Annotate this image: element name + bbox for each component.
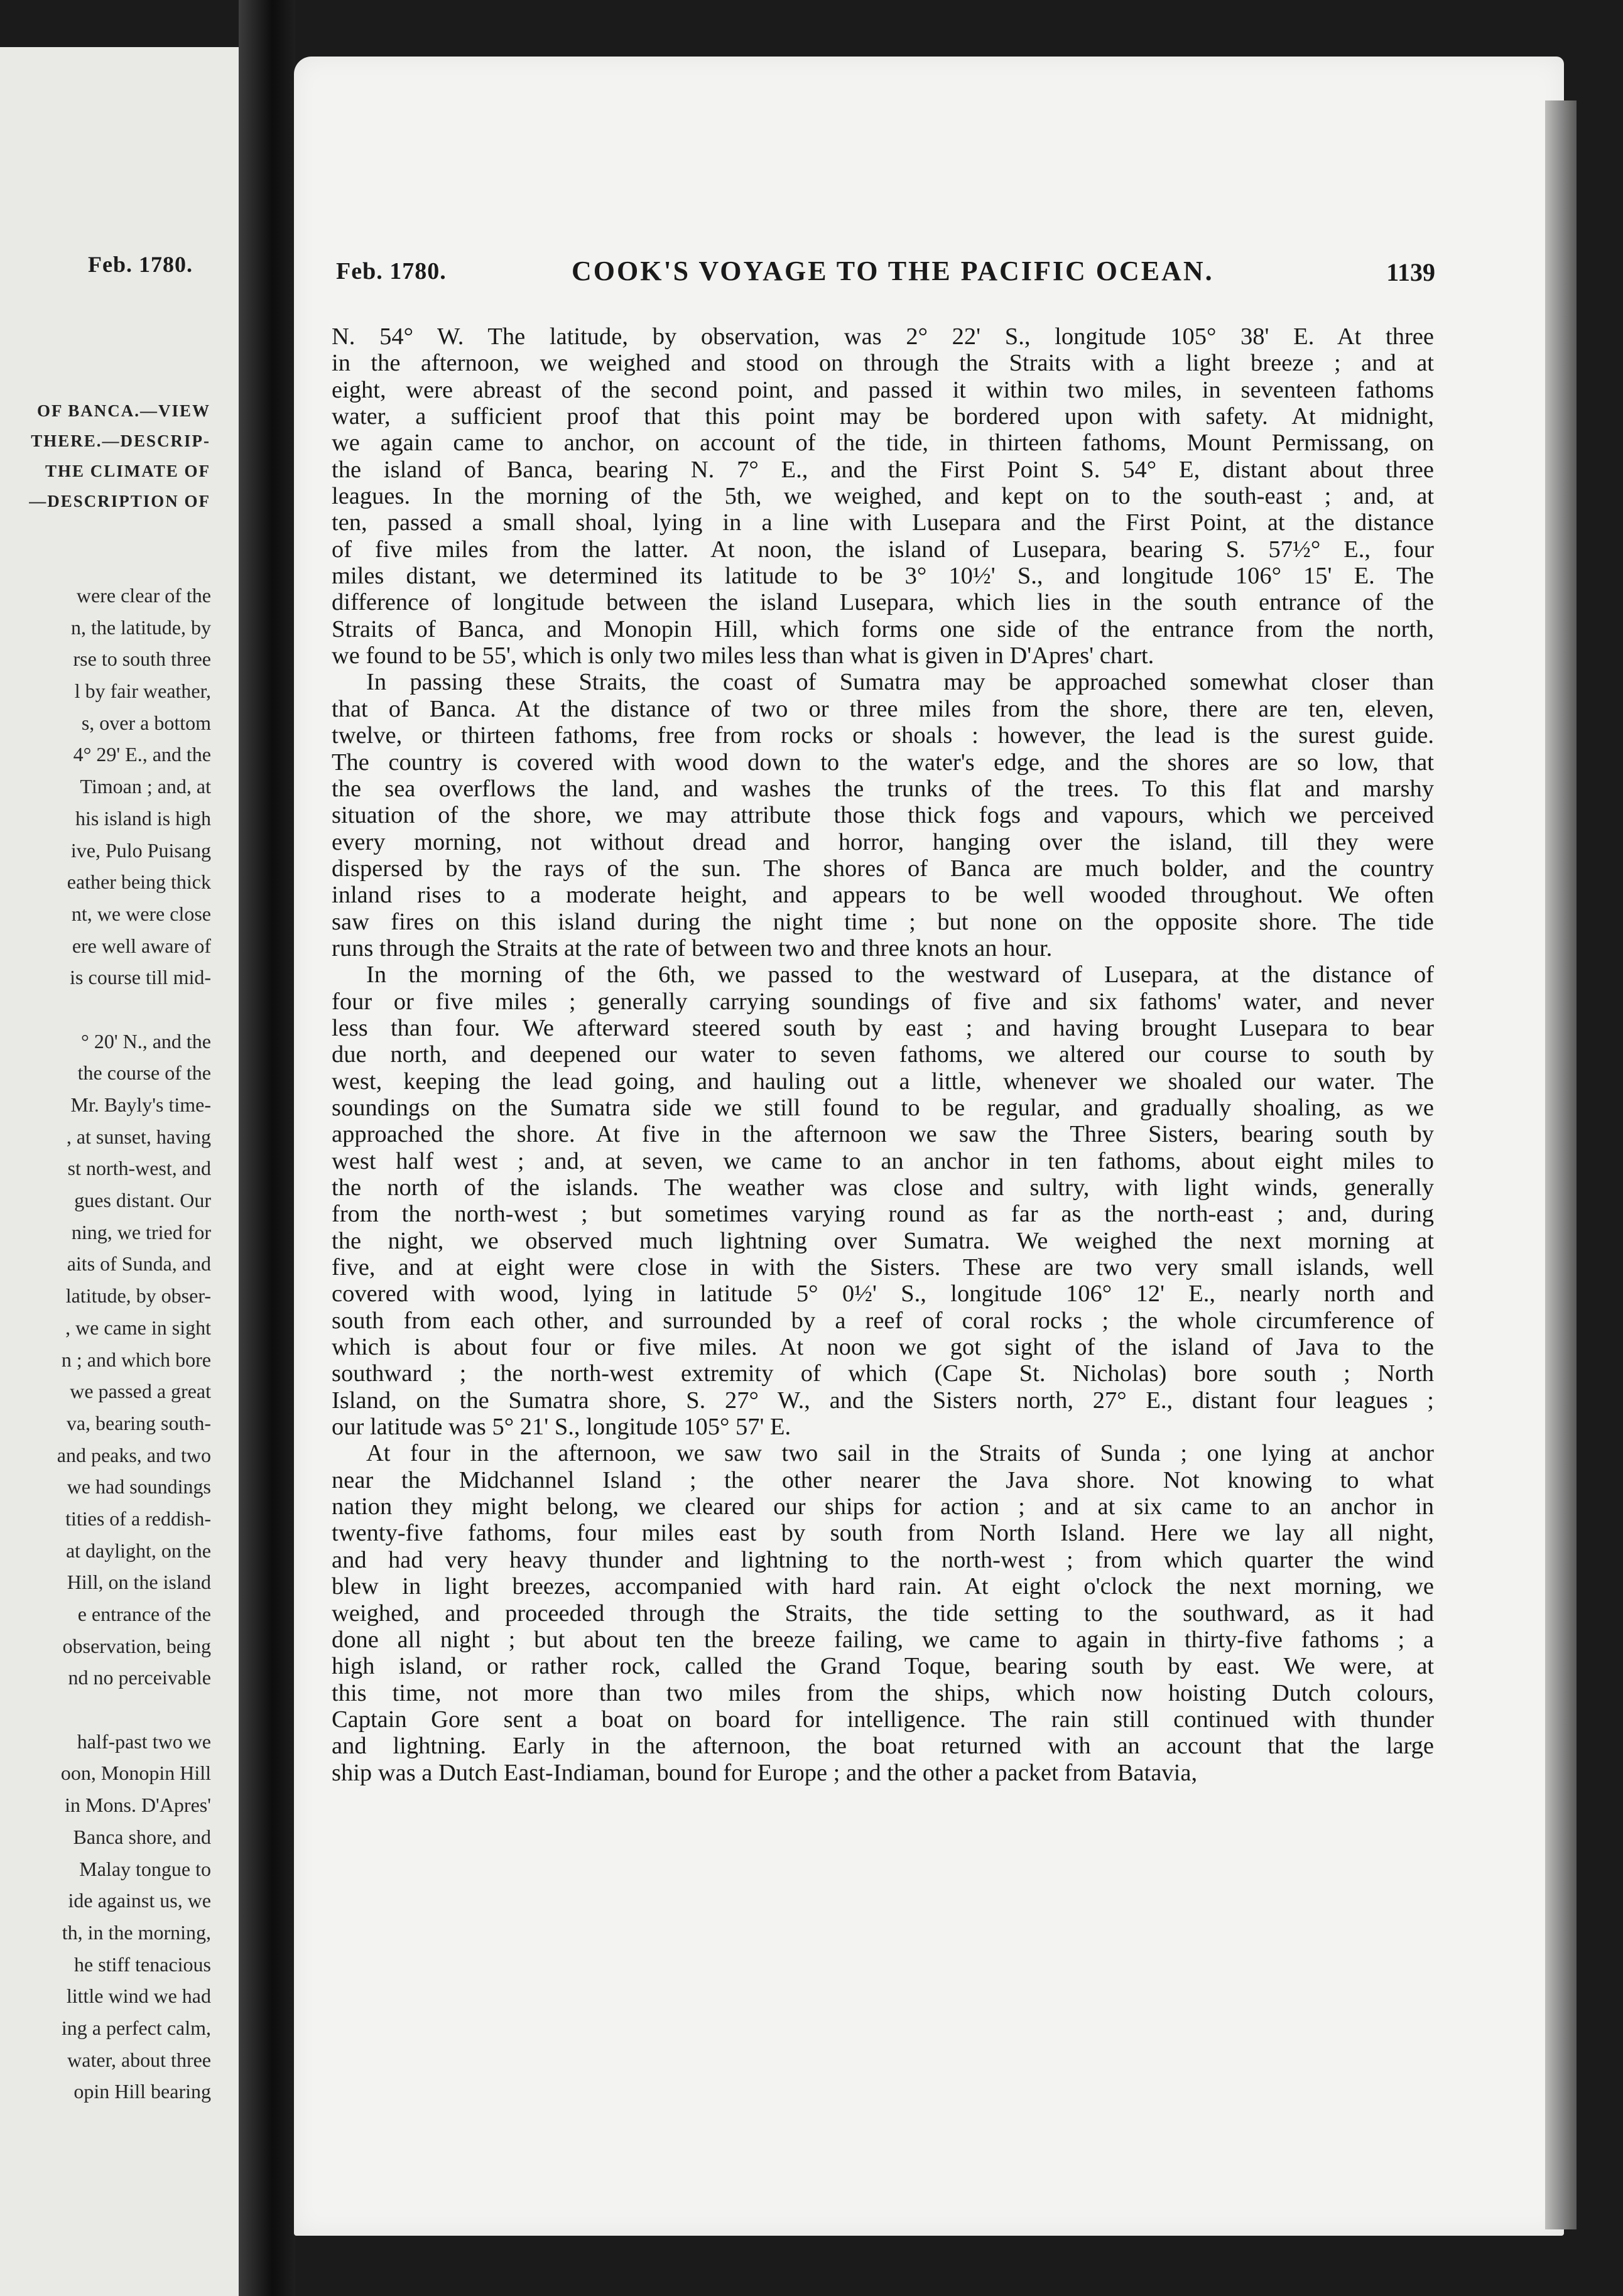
text-line: from the north-west ; but sometimes varying round as far as the north-east ; and, during	[332, 1201, 1434, 1228]
text-line: which is about four or five miles. At noon we got sight of the island of Java to the	[332, 1334, 1434, 1361]
facing-page-line: va, bearing south-	[66, 1411, 211, 1434]
text-line: The country is covered with wood down to the water's edge, and the shores are so low, that	[332, 749, 1434, 776]
text-line: near the Midchannel Island ; the other nearer the Java shore. Not knowing to what	[332, 1466, 1434, 1493]
facing-page-line	[0, 994, 211, 1026]
text-line: this time, not more than two miles from the ships, which now hoisting Dutch colours,	[332, 1679, 1434, 1706]
text-line: the island of Banca, bearing N. 7° E., and the First Point S. 54° E, distant about three	[332, 456, 1434, 483]
text-line: eight, were abreast of the second point, and passed it within two miles, in seventeen fathoms	[332, 376, 1434, 403]
text-line: N. 54° W. The latitude, by observation, was 2° 22' S., longitude 105° 38' E. At three	[332, 323, 1434, 350]
facing-page-line: ere well aware of	[72, 934, 211, 957]
text-line: and had very heavy thunder and lightning to the north-west ; from which quarter the wind	[332, 1546, 1434, 1573]
text-line: dispersed by the rays of the sun. The shores of Banca are much bolder, and the country	[332, 855, 1434, 882]
facing-page-line: , at sunset, having	[66, 1125, 211, 1148]
facing-page-line: latitude, by obser-	[65, 1284, 211, 1308]
facing-page-line: n ; and which bore	[61, 1348, 211, 1371]
text-line: runs through the Straits at the rate of between two and three knots an hour.	[332, 934, 1053, 961]
facing-page-line: we passed a great	[70, 1380, 211, 1403]
facing-page-summary-line: THE CLIMATE OF	[45, 462, 210, 480]
facing-page-line: ive, Pulo Puisang	[70, 838, 211, 862]
facing-page-line: st north-west, and	[67, 1157, 211, 1180]
facing-page-line: gues distant. Our	[74, 1189, 211, 1212]
paragraph	[332, 323, 1434, 669]
facing-page-line: he stiff tenacious	[73, 1952, 211, 1976]
text-line: difference of longitude between the island Lusepara, which lies in the south entrance of the	[332, 589, 1434, 616]
text-line: four or five miles ; generally carrying soundings of five and six fathoms' water, and never	[332, 988, 1434, 1015]
facing-page-line: rse to south three	[73, 647, 211, 671]
facing-page-line: e entrance of the	[77, 1603, 211, 1625]
text-line: we found to be 55', which is only two miles less than what is given in D'Apres' chart.	[332, 642, 1154, 669]
text-line: five, and at eight were close in with the Sisters. These are two very small islands, well	[332, 1254, 1434, 1281]
facing-page-line: his island is high	[75, 806, 211, 830]
facing-page-line: were clear of the	[76, 584, 211, 607]
facing-page-line: Banca shore, and	[73, 1825, 211, 1848]
facing-page	[0, 47, 239, 2296]
facing-page-line: 4° 29' E., and the	[73, 743, 211, 766]
text-line: the north of the islands. The weather was close and sultry, with light winds, generally	[332, 1174, 1434, 1201]
text-line: we again came to anchor, on account of the tide, in thirteen fathoms, Mount Permissang, on	[332, 430, 1434, 457]
facing-page-line: ing a perfect calm,	[61, 2016, 211, 2039]
page-edge	[1545, 100, 1577, 2229]
facing-page-line	[0, 1694, 211, 1726]
text-line: ten, passed a small shoal, lying in a line with Lusepara and the First Point, at the distance	[332, 509, 1434, 536]
facing-page-line: tities of a reddish-	[65, 1507, 211, 1530]
text-line: miles distant, we determined its latitude to be 3° 10½' S., and longitude 106° 15' E. The	[332, 563, 1434, 590]
running-head-title: COOK'S VOYAGE TO THE PACIFIC OCEAN.	[572, 256, 1214, 286]
text-line: inland rises to a moderate height, and appears to be well wooded throughout. We often	[332, 882, 1434, 909]
text-line: southward ; the north-west extremity of which (Cape St. Nicholas) bore south ; North	[332, 1360, 1434, 1387]
text-line: west, keeping the lead going, and hauling out a little, whenever we shoaled our water. The	[332, 1068, 1434, 1095]
text-line: of five miles from the latter. At noon, the island of Lusepara, bearing S. 57½° E., four	[332, 536, 1434, 563]
paragraph	[332, 1440, 1434, 1785]
facing-page-summary-line: —DESCRIPTION OF	[29, 492, 210, 511]
text-line: the night, we observed much lightning over Sumatra. We weighed the next morning at	[332, 1227, 1434, 1254]
facing-page-line: aits of Sunda, and	[67, 1252, 211, 1275]
facing-page-line: little wind we had	[66, 1985, 211, 2008]
text-line: every morning, not without dread and horror, hanging over the island, till they were	[332, 828, 1434, 855]
text-line: ship was a Dutch East-Indiaman, bound for Europe ; and the other a packet from Batavia,	[332, 1759, 1198, 1786]
text-line: nation they might belong, we cleared our ships for action ; and at six came to an anchor in	[332, 1493, 1434, 1520]
facing-page-line: ° 20' N., and the	[81, 1029, 211, 1053]
facing-page-line: , we came in sight	[65, 1316, 211, 1339]
facing-page-line: n, the latitude, by	[70, 615, 211, 639]
facing-page-line: and peaks, and two	[57, 1443, 211, 1466]
text-line: At four in the afternoon, we saw two sail in the Straits of Sunda ; one lying at anchor	[366, 1440, 1434, 1467]
book-gutter	[239, 0, 295, 2296]
facing-page-line: ide against us, we	[68, 1889, 211, 1912]
facing-page-line: l by fair weather,	[74, 680, 211, 703]
text-line: covered with wood, lying in latitude 5° 0½' S., longitude 106° 12' E., nearly north and	[332, 1281, 1434, 1308]
facing-page-line: we had soundings	[67, 1475, 211, 1498]
facing-page-header: Feb. 1780.	[88, 252, 193, 277]
text-line: due north, and deepened our water to seven fathoms, we altered our course to south by	[332, 1041, 1434, 1068]
facing-page-line: in Mons. D'Apres'	[65, 1794, 211, 1817]
facing-page-line: ning, we tried for	[71, 1220, 211, 1243]
text-line: that of Banca. At the distance of two or three miles from the shore, there are ten, eleven,	[332, 695, 1434, 722]
facing-page-line: s, over a bottom	[81, 711, 211, 734]
text-line: west half west ; and, at seven, we came to an anchor in ten fathoms, about eight miles to	[332, 1147, 1434, 1174]
facing-page-line: the course of the	[77, 1061, 211, 1085]
facing-page-line: oon, Monopin Hill	[60, 1762, 211, 1785]
text-line: Island, on the Sumatra shore, S. 27° W., and the Sisters north, 27° E., distant four leagues ;	[332, 1387, 1434, 1414]
text-line: in the afternoon, we weighed and stood on through the Straits with a light breeze ; and at	[332, 350, 1434, 377]
text-line: done all night ; but about ten the breeze failing, we came to again in thirty-five fathoms ; a	[332, 1626, 1434, 1653]
text-line: south from each other, and surrounded by a reef of coral rocks ; the whole circumference of	[332, 1307, 1434, 1334]
text-line: In passing these Straits, the coast of Sumatra may be approached somewhat closer than	[366, 669, 1434, 696]
text-line: In the morning of the 6th, we passed to the westward of Lusepara, at the distance of	[366, 961, 1434, 988]
text-line: situation of the shore, we may attribute those thick fogs and vapours, which we perceived	[332, 802, 1434, 829]
facing-page-summary-line: THERE.—DESCRIP-	[31, 431, 210, 450]
facing-page-line: Mr. Bayly's time-	[70, 1093, 211, 1116]
text-line: soundings on the Sumatra side we still found to be regular, and gradually shoaling, as we	[332, 1094, 1434, 1121]
text-line: blew in light breezes, accompanied with hard rain. At eight o'clock the next morning, we	[332, 1573, 1434, 1600]
text-line: high island, or rather rock, called the Grand Toque, bearing south by east. We were, at	[332, 1653, 1434, 1680]
facing-page-line: Timoan ; and, at	[80, 775, 211, 798]
facing-page-line: nd no perceivable	[68, 1666, 211, 1689]
running-head-date: Feb. 1780.	[336, 258, 447, 284]
facing-page-summary-line: OF BANCA.—VIEW	[36, 401, 210, 420]
facing-page-chapter-summary	[0, 396, 210, 516]
text-line: Straits of Banca, and Monopin Hill, which forms one side of the entrance from the north,	[332, 615, 1434, 642]
paragraph	[332, 961, 1434, 1440]
text-line: approached the shore. At five in the afternoon we saw the Three Sisters, bearing south by	[332, 1121, 1434, 1148]
facing-page-line: nt, we were close	[71, 902, 211, 925]
facing-page-line: is course till mid-	[70, 966, 211, 989]
text-line: and lightning. Early in the afternoon, the boat returned with an account that the large	[332, 1733, 1434, 1760]
text-line: water, a sufficient proof that this point may be bordered upon with safety. At midnight,	[332, 403, 1434, 430]
text-line: weighed, and proceeded through the Straits, the tide setting to the southward, as it had	[332, 1600, 1434, 1627]
facing-page-line: water, about three	[67, 2048, 211, 2071]
facing-page-line: half-past two we	[77, 1730, 211, 1753]
text-line: less than four. We afterward steered south by east ; and having brought Lusepara to bear	[332, 1014, 1434, 1041]
text-line: the sea overflows the land, and washes the trunks of the trees. To this flat and marshy	[332, 775, 1434, 802]
body-text	[332, 323, 1434, 1786]
text-line: leagues. In the morning of the 5th, we weighed, and kept on to the south-east ; and, at	[332, 483, 1434, 510]
paragraph	[332, 669, 1434, 961]
text-line: Captain Gore sent a boat on board for intelligence. The rain still continued with thunder	[332, 1706, 1434, 1733]
page-number: 1139	[1386, 258, 1435, 286]
text-line: twenty-five fathoms, four miles east by south from North Island. Here we lay all night,	[332, 1520, 1434, 1547]
text-line: our latitude was 5° 21' S., longitude 105° 57' E.	[332, 1414, 791, 1441]
facing-page-line: Malay tongue to	[79, 1857, 211, 1880]
running-head	[336, 257, 1435, 295]
facing-page-line: Hill, on the island	[67, 1571, 211, 1594]
text-line: twelve, or thirteen fathoms, free from rocks or shoals : however, the lead is the surest guide.	[332, 722, 1434, 749]
facing-page-line: th, in the morning,	[62, 1920, 211, 1944]
facing-page-text	[0, 580, 211, 2108]
facing-page-line: eather being thick	[67, 870, 211, 894]
facing-page-line: opin Hill bearing	[73, 2080, 211, 2103]
text-line: saw fires on this island during the night time ; but none on the opposite shore. The tide	[332, 908, 1434, 935]
facing-page-line: observation, being	[62, 1634, 211, 1657]
facing-page-line: at daylight, on the	[65, 1539, 211, 1562]
